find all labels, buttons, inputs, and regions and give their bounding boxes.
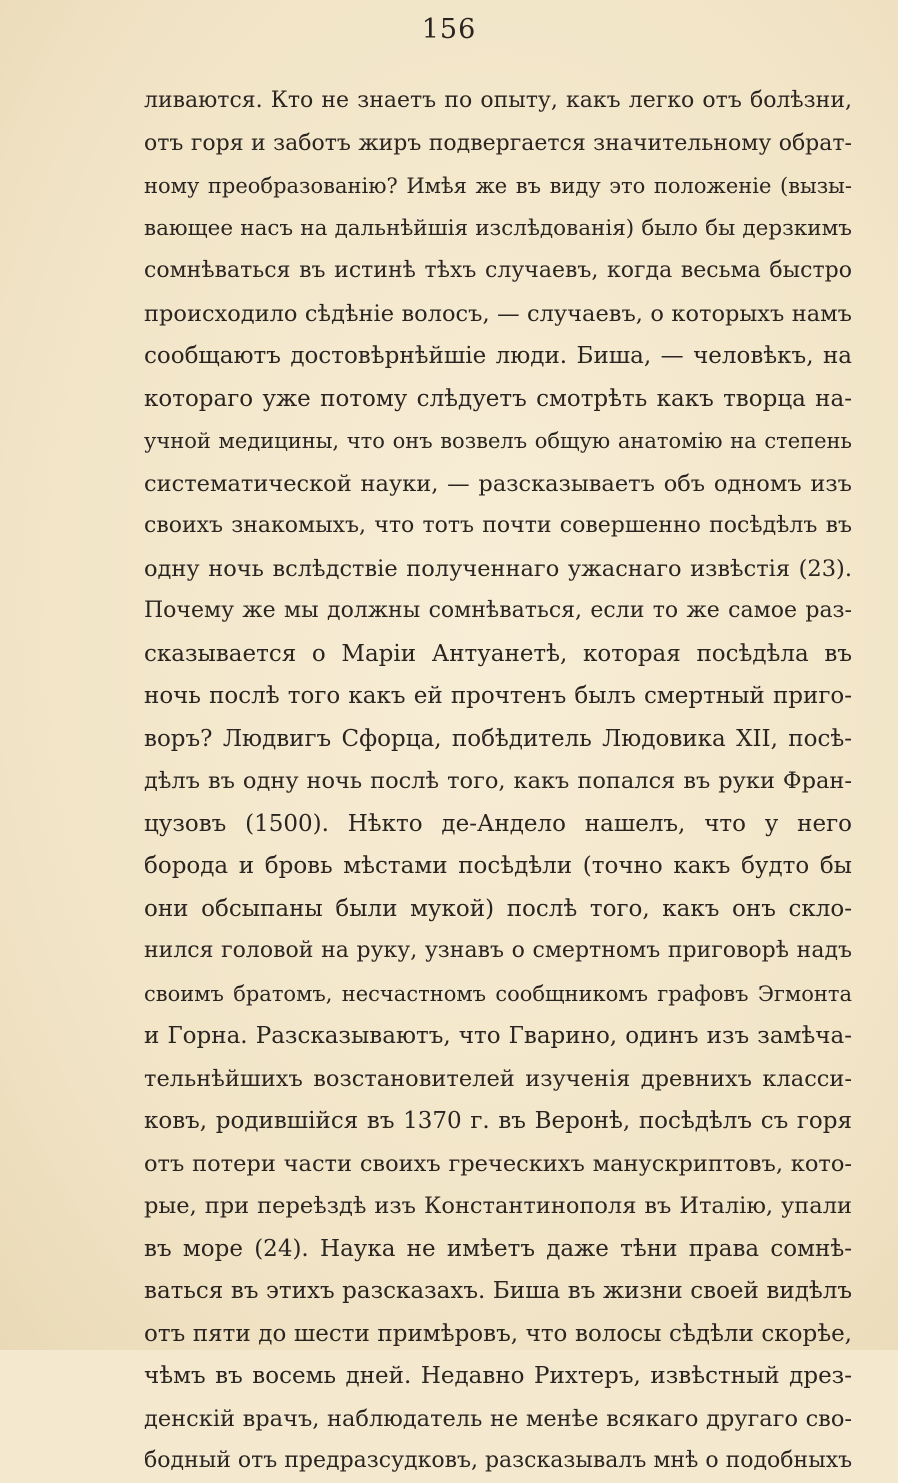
text-line: они обсыпаны были мукой) послѣ того, какъ онъ скло- [144, 895, 852, 922]
text-line: отъ горя и заботъ жиръ подвергается значительному обрат- [144, 130, 852, 156]
text-line: отъ пяти до шести примѣровъ, что волосы сѣдѣли скорѣе, [144, 1320, 852, 1347]
text-line: нился головой на руку, узнавъ о смертномъ приговорѣ надъ [144, 938, 852, 963]
text-line: денскій врачъ, наблюдатель не менѣе всякаго другаго сво- [144, 1405, 852, 1432]
text-line: вающее насъ на дальнѣйшія изслѣдованія) было бы дерзкимъ [144, 215, 852, 241]
text-line: бодный отъ предразсудковъ, разсказывалъ мнѣ о подобныхъ [144, 1448, 852, 1473]
text-line: своимъ братомъ, несчастномъ сообщникомъ графовъ Эгмонта [144, 981, 852, 1006]
text-line: борода и бровь мѣстами посѣдѣли (точно какъ будто бы [144, 853, 852, 879]
text-line: своихъ знакомыхъ, что тотъ почти совершенно посѣдѣлъ въ [144, 513, 852, 538]
text-line: чѣмъ въ восемь дней. Недавно Рихтеръ, извѣстный дрез- [144, 1363, 852, 1389]
text-line: ночь послѣ того какъ ей прочтенъ былъ смертный приго- [144, 683, 852, 709]
text-line: учной медицины, что онъ возвелъ общую анатомію на степень [144, 429, 852, 453]
text-line: дѣлъ въ одну ночь послѣ того, какъ попался въ руки Фран- [144, 768, 852, 794]
text-line: систематической науки, — разсказываетъ объ одномъ изъ [144, 470, 852, 497]
text-line: ливаются. Кто не знаетъ по опыту, какъ легко отъ болѣзни, [144, 88, 852, 113]
text-line: ному преобразованію? Имѣя же въ виду это положеніе (вызы- [144, 174, 852, 198]
text-line: котораго уже потому слѣдуетъ смотрѣть какъ творца на- [144, 385, 852, 412]
text-line: рые, при переѣздѣ изъ Константинополя въ Италію, упали [144, 1193, 852, 1219]
text-line: происходило сѣдѣніе волосъ, — случаевъ, о которыхъ намъ [144, 300, 852, 327]
text-line: одну ночь вслѣдствіе полученнаго ужаснаго извѣстія (23). [144, 555, 852, 582]
text-line: цузовъ (1500). Нѣкто де-Андело нашелъ, что у него [144, 810, 852, 837]
text-line: въ море (24). Наука не имѣетъ даже тѣни права сомнѣ- [144, 1235, 852, 1262]
text-line: ковъ, родившійся въ 1370 г. въ Веронѣ, посѣдѣлъ съ горя [144, 1108, 852, 1134]
text-line: воръ? Людвигъ Сфорца, побѣдитель Людовика XII, посѣ- [144, 725, 852, 752]
text-line: сообщаютъ достовѣрнѣйшіе люди. Биша, — человѣкъ, на [144, 343, 852, 369]
text-line: Почему же мы должны сомнѣваться, если то же самое раз- [144, 598, 852, 623]
text-line: и Горна. Разсказываютъ, что Гварино, одинъ изъ замѣча- [144, 1023, 852, 1049]
page-number: 156 [421, 14, 477, 45]
text-line: отъ потери части своихъ греческихъ манускриптовъ, кото- [144, 1150, 852, 1177]
text-line: сказывается о Маріи Антуанетѣ, которая посѣдѣла въ [144, 640, 852, 667]
text-line: ваться въ этихъ разсказахъ. Биша въ жизни своей видѣлъ [144, 1278, 852, 1304]
text-line: сомнѣваться въ истинѣ тѣхъ случаевъ, когда весьма быстро [144, 258, 852, 283]
text-body [144, 80, 852, 1483]
text-line: тельнѣйшихъ возстановителей изученія древнихъ класси- [144, 1065, 852, 1092]
